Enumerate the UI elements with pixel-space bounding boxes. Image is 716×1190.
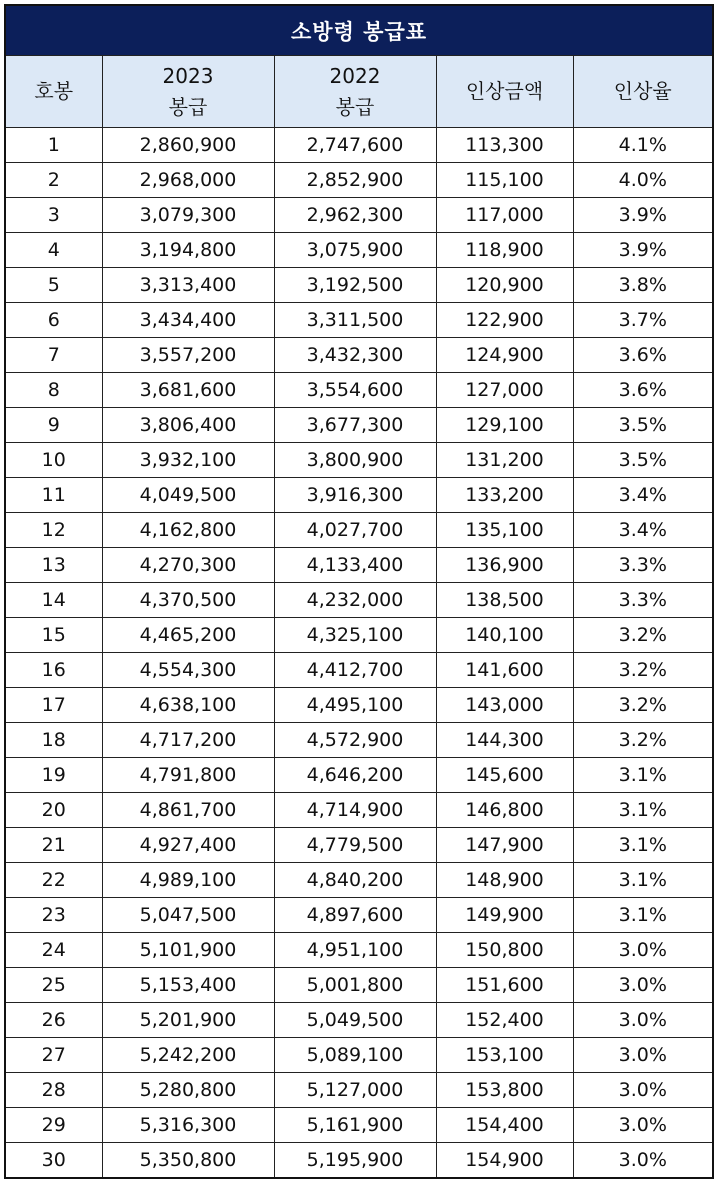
pay-2023-cell: 5,047,500 (102, 898, 274, 933)
table-row (5, 443, 713, 478)
pay-2023-cell: 5,201,900 (102, 1003, 274, 1038)
step-cell: 7 (5, 338, 102, 373)
pay-2022-cell: 3,192,500 (274, 268, 436, 303)
header-pay-2023-label: 봉급 (168, 94, 208, 119)
header-pay-2023-year: 2023 (162, 63, 214, 88)
table-row (5, 233, 713, 268)
pay-2023-cell: 4,270,300 (102, 548, 274, 583)
pay-2023-cell: 4,717,200 (102, 723, 274, 758)
increase-amount-cell: 140,100 (436, 618, 573, 653)
increase-rate-cell: 3.9% (573, 233, 713, 268)
header-increase-rate: 인상율 (573, 56, 713, 128)
table-row (5, 1073, 713, 1108)
increase-amount-cell: 127,000 (436, 373, 573, 408)
pay-2022-cell: 5,195,900 (274, 1143, 436, 1179)
step-cell: 27 (5, 1038, 102, 1073)
pay-2022-cell: 3,677,300 (274, 408, 436, 443)
pay-2023-cell: 4,049,500 (102, 478, 274, 513)
pay-2023-cell: 4,162,800 (102, 513, 274, 548)
increase-amount-cell: 148,900 (436, 863, 573, 898)
salary-table (4, 4, 714, 1179)
pay-2023-cell: 3,557,200 (102, 338, 274, 373)
increase-amount-cell: 120,900 (436, 268, 573, 303)
step-cell: 6 (5, 303, 102, 338)
table-row (5, 338, 713, 373)
pay-2022-cell: 5,127,000 (274, 1073, 436, 1108)
increase-amount-cell: 151,600 (436, 968, 573, 1003)
pay-2023-cell: 3,313,400 (102, 268, 274, 303)
step-cell: 21 (5, 828, 102, 863)
pay-2022-cell: 4,840,200 (274, 863, 436, 898)
pay-2023-cell: 5,316,300 (102, 1108, 274, 1143)
increase-rate-cell: 3.0% (573, 1003, 713, 1038)
increase-rate-cell: 3.1% (573, 898, 713, 933)
step-cell: 23 (5, 898, 102, 933)
step-cell: 29 (5, 1108, 102, 1143)
pay-2022-cell: 3,800,900 (274, 443, 436, 478)
pay-2022-cell: 3,432,300 (274, 338, 436, 373)
pay-2022-cell: 4,714,900 (274, 793, 436, 828)
table-row (5, 618, 713, 653)
pay-2023-cell: 3,194,800 (102, 233, 274, 268)
increase-amount-cell: 135,100 (436, 513, 573, 548)
increase-amount-cell: 118,900 (436, 233, 573, 268)
table-row (5, 478, 713, 513)
increase-amount-cell: 131,200 (436, 443, 573, 478)
pay-2022-cell: 4,133,400 (274, 548, 436, 583)
pay-2022-cell: 3,311,500 (274, 303, 436, 338)
step-cell: 5 (5, 268, 102, 303)
increase-amount-cell: 143,000 (436, 688, 573, 723)
increase-rate-cell: 3.0% (573, 1073, 713, 1108)
table-row (5, 968, 713, 1003)
table-row (5, 933, 713, 968)
increase-rate-cell: 3.1% (573, 828, 713, 863)
increase-rate-cell: 4.1% (573, 128, 713, 163)
increase-rate-cell: 3.0% (573, 968, 713, 1003)
step-cell: 19 (5, 758, 102, 793)
increase-rate-cell: 3.1% (573, 758, 713, 793)
pay-2022-cell: 2,962,300 (274, 198, 436, 233)
salary-table-container (4, 4, 712, 1179)
step-cell: 28 (5, 1073, 102, 1108)
increase-rate-cell: 3.0% (573, 1038, 713, 1073)
increase-amount-cell: 129,100 (436, 408, 573, 443)
pay-2023-cell: 4,791,800 (102, 758, 274, 793)
increase-amount-cell: 115,100 (436, 163, 573, 198)
pay-2022-cell: 4,897,600 (274, 898, 436, 933)
increase-rate-cell: 3.2% (573, 653, 713, 688)
increase-rate-cell: 3.1% (573, 863, 713, 898)
pay-2023-cell: 5,242,200 (102, 1038, 274, 1073)
table-row (5, 1038, 713, 1073)
pay-2023-cell: 4,638,100 (102, 688, 274, 723)
increase-rate-cell: 3.9% (573, 198, 713, 233)
increase-amount-cell: 124,900 (436, 338, 573, 373)
step-cell: 8 (5, 373, 102, 408)
pay-2023-cell: 5,280,800 (102, 1073, 274, 1108)
pay-2023-cell: 3,932,100 (102, 443, 274, 478)
pay-2023-cell: 4,927,400 (102, 828, 274, 863)
increase-rate-cell: 3.5% (573, 408, 713, 443)
header-increase-amount: 인상금액 (436, 56, 573, 128)
step-cell: 20 (5, 793, 102, 828)
increase-amount-cell: 154,900 (436, 1143, 573, 1179)
step-cell: 13 (5, 548, 102, 583)
pay-2022-cell: 3,916,300 (274, 478, 436, 513)
step-cell: 12 (5, 513, 102, 548)
table-row (5, 1143, 713, 1179)
table-row (5, 513, 713, 548)
pay-2022-cell: 3,075,900 (274, 233, 436, 268)
step-cell: 11 (5, 478, 102, 513)
pay-2022-cell: 4,495,100 (274, 688, 436, 723)
pay-2023-cell: 5,350,800 (102, 1143, 274, 1179)
step-cell: 2 (5, 163, 102, 198)
step-cell: 26 (5, 1003, 102, 1038)
table-row (5, 1108, 713, 1143)
table-title: 소방령 봉급표 (5, 5, 713, 56)
table-row (5, 828, 713, 863)
increase-rate-cell: 3.0% (573, 1108, 713, 1143)
step-cell: 9 (5, 408, 102, 443)
pay-2022-cell: 4,027,700 (274, 513, 436, 548)
increase-rate-cell: 3.1% (573, 793, 713, 828)
increase-amount-cell: 152,400 (436, 1003, 573, 1038)
table-row (5, 758, 713, 793)
step-cell: 16 (5, 653, 102, 688)
step-cell: 4 (5, 233, 102, 268)
increase-amount-cell: 136,900 (436, 548, 573, 583)
increase-amount-cell: 153,800 (436, 1073, 573, 1108)
header-pay-2023 (102, 56, 274, 128)
increase-rate-cell: 3.2% (573, 723, 713, 758)
pay-2022-cell: 5,161,900 (274, 1108, 436, 1143)
pay-2023-cell: 4,989,100 (102, 863, 274, 898)
table-row (5, 688, 713, 723)
increase-rate-cell: 3.5% (573, 443, 713, 478)
pay-2022-cell: 2,747,600 (274, 128, 436, 163)
increase-amount-cell: 133,200 (436, 478, 573, 513)
pay-2023-cell: 5,101,900 (102, 933, 274, 968)
increase-amount-cell: 117,000 (436, 198, 573, 233)
increase-rate-cell: 3.3% (573, 548, 713, 583)
increase-amount-cell: 141,600 (436, 653, 573, 688)
title-row (5, 5, 713, 56)
pay-2022-cell: 5,089,100 (274, 1038, 436, 1073)
increase-amount-cell: 145,600 (436, 758, 573, 793)
step-cell: 10 (5, 443, 102, 478)
pay-2023-cell: 4,370,500 (102, 583, 274, 618)
step-cell: 30 (5, 1143, 102, 1179)
increase-amount-cell: 154,400 (436, 1108, 573, 1143)
header-step: 호봉 (5, 56, 102, 128)
table-row (5, 303, 713, 338)
pay-2023-cell: 2,860,900 (102, 128, 274, 163)
pay-2023-cell: 4,861,700 (102, 793, 274, 828)
increase-rate-cell: 3.0% (573, 933, 713, 968)
table-row (5, 548, 713, 583)
pay-2023-cell: 4,465,200 (102, 618, 274, 653)
table-row (5, 793, 713, 828)
pay-2022-cell: 5,001,800 (274, 968, 436, 1003)
increase-rate-cell: 3.6% (573, 338, 713, 373)
table-row (5, 268, 713, 303)
pay-2022-cell: 3,554,600 (274, 373, 436, 408)
step-cell: 24 (5, 933, 102, 968)
increase-rate-cell: 3.8% (573, 268, 713, 303)
table-row (5, 163, 713, 198)
table-row (5, 898, 713, 933)
pay-2022-cell: 4,572,900 (274, 723, 436, 758)
table-row (5, 373, 713, 408)
table-row (5, 653, 713, 688)
step-cell: 1 (5, 128, 102, 163)
pay-2023-cell: 3,681,600 (102, 373, 274, 408)
table-row (5, 723, 713, 758)
table-row (5, 128, 713, 163)
increase-amount-cell: 149,900 (436, 898, 573, 933)
increase-amount-cell: 153,100 (436, 1038, 573, 1073)
pay-2022-cell: 5,049,500 (274, 1003, 436, 1038)
table-row (5, 863, 713, 898)
table-row (5, 1003, 713, 1038)
header-row (5, 56, 713, 128)
header-pay-2022-year: 2022 (329, 63, 381, 88)
step-cell: 18 (5, 723, 102, 758)
step-cell: 14 (5, 583, 102, 618)
table-row (5, 408, 713, 443)
step-cell: 22 (5, 863, 102, 898)
increase-amount-cell: 146,800 (436, 793, 573, 828)
increase-amount-cell: 113,300 (436, 128, 573, 163)
increase-rate-cell: 3.7% (573, 303, 713, 338)
pay-2023-cell: 3,806,400 (102, 408, 274, 443)
pay-2023-cell: 3,434,400 (102, 303, 274, 338)
pay-2022-cell: 4,232,000 (274, 583, 436, 618)
table-body (5, 128, 713, 1179)
pay-2022-cell: 4,951,100 (274, 933, 436, 968)
increase-rate-cell: 3.0% (573, 1143, 713, 1179)
pay-2022-cell: 4,646,200 (274, 758, 436, 793)
pay-2022-cell: 4,325,100 (274, 618, 436, 653)
pay-2023-cell: 4,554,300 (102, 653, 274, 688)
increase-rate-cell: 4.0% (573, 163, 713, 198)
pay-2023-cell: 5,153,400 (102, 968, 274, 1003)
increase-rate-cell: 3.2% (573, 688, 713, 723)
table-row (5, 583, 713, 618)
increase-amount-cell: 144,300 (436, 723, 573, 758)
increase-amount-cell: 150,800 (436, 933, 573, 968)
pay-2022-cell: 2,852,900 (274, 163, 436, 198)
table-row (5, 198, 713, 233)
header-pay-2022 (274, 56, 436, 128)
increase-amount-cell: 138,500 (436, 583, 573, 618)
pay-2022-cell: 4,779,500 (274, 828, 436, 863)
increase-rate-cell: 3.2% (573, 618, 713, 653)
increase-rate-cell: 3.6% (573, 373, 713, 408)
pay-2023-cell: 3,079,300 (102, 198, 274, 233)
increase-rate-cell: 3.3% (573, 583, 713, 618)
pay-2022-cell: 4,412,700 (274, 653, 436, 688)
increase-rate-cell: 3.4% (573, 513, 713, 548)
step-cell: 17 (5, 688, 102, 723)
table-head (5, 5, 713, 128)
increase-amount-cell: 122,900 (436, 303, 573, 338)
increase-amount-cell: 147,900 (436, 828, 573, 863)
step-cell: 3 (5, 198, 102, 233)
header-pay-2022-label: 봉급 (335, 94, 375, 119)
step-cell: 25 (5, 968, 102, 1003)
step-cell: 15 (5, 618, 102, 653)
increase-rate-cell: 3.4% (573, 478, 713, 513)
pay-2023-cell: 2,968,000 (102, 163, 274, 198)
